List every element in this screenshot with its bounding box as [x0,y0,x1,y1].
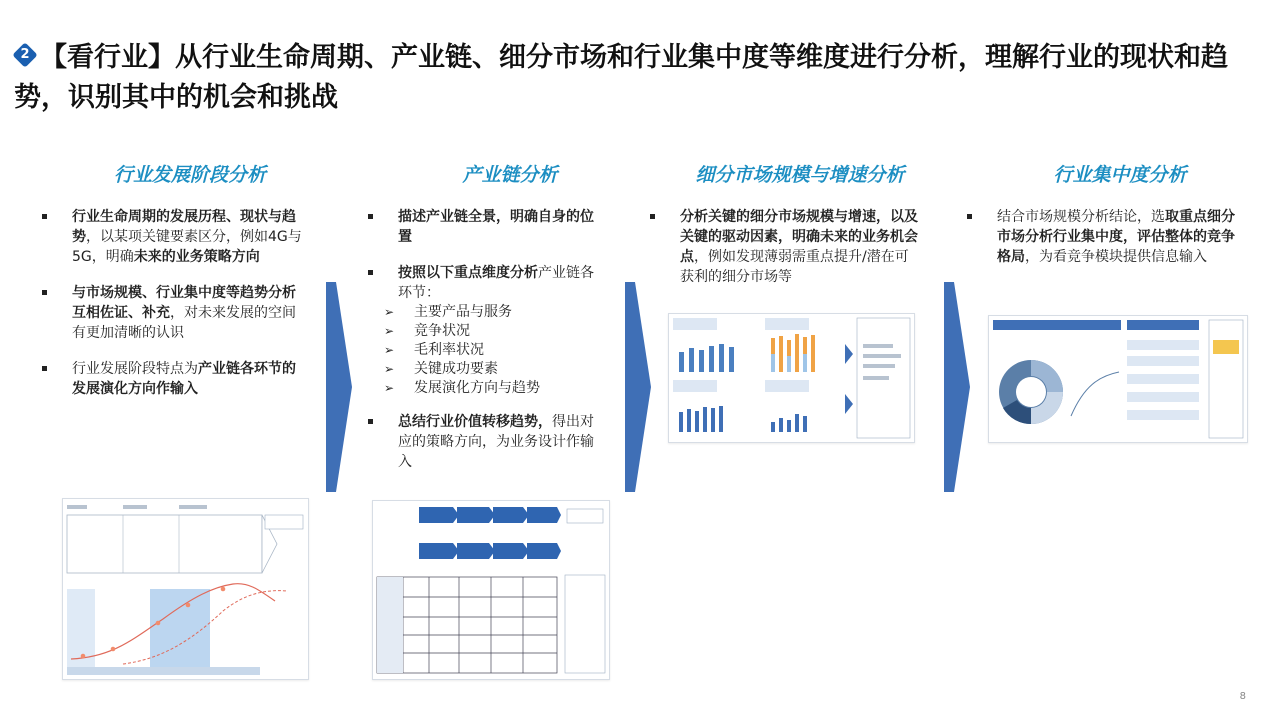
diamond-badge-icon [14,44,38,68]
bullets-industry-chain [366,207,596,488]
industry-chain-thumbnail [372,500,610,680]
concentration-thumbnail [988,315,1248,443]
bullet-item: 行业发展阶段特点为产业链各环节的发展演化方向作输入 [40,359,305,399]
title-text: 【看行业】从行业生命周期、产业链、细分市场和行业集中度等维度进行分析，理解行业的现状和趋势，识别其中的机会和挑战 [14,42,1228,113]
sub-list [366,303,596,398]
bullet-item: 描述产业链全景，明确自身的位置 [366,207,596,247]
sub-item: ➢ 主要产品与服务 [366,303,596,322]
sub-item: ➢ 毛利率状况 [366,341,596,360]
heading-industry-chain: 产业链分析 [462,164,558,186]
bullet-item: 分析关键的细分市场规模与增速，以及关键的驱动因素，明确未来的业务机会点，例如发现薄弱需重点提升/潜在可获利的细分市场等 [648,207,920,287]
heading-segment-market: 细分市场规模与增速分析 [695,164,905,186]
chevron-arrow-icon [944,282,970,492]
bullet-item: 按照以下重点维度分析产业链各环节： ➢ 主要产品与服务 ➢ 竞争状况 ➢ 毛利率状况 ➢ 关键成功要素 ➢ 发展演化方向与趋势 [366,263,596,398]
sub-item: ➢ 关键成功要素 [366,360,596,379]
heading-concentration: 行业集中度分析 [1053,164,1187,186]
sub-item: ➢ 发展演化方向与趋势 [366,379,596,398]
bullets-industry-stage [40,207,305,415]
bullets-segment-market [648,207,920,303]
badge-number: 2 [20,47,30,62]
page-title [14,38,1264,118]
bullets-concentration [965,207,1235,283]
chevron-arrow-icon [625,282,651,492]
lifecycle-thumbnail [62,498,309,680]
chevron-arrow-icon [326,282,352,492]
bullet-item: 结合市场规模分析结论，选取重点细分市场分析行业集中度，评估整体的竞争格局，为看竞争模块提供信息输入 [965,207,1235,267]
segment-market-thumbnail [668,313,915,443]
page-number: 8 [1239,691,1246,702]
heading-industry-stage: 行业发展阶段分析 [113,164,266,186]
bullet-item: 行业生命周期的发展历程、现状与趋势，以某项关键要素区分，例如4G与5G，明确未来的业务策略方向 [40,207,305,267]
sub-item: ➢ 竞争状况 [366,322,596,341]
bullet-item: 与市场规模、行业集中度等趋势分析互相佐证、补充，对未来发展的空间有更加清晰的认识 [40,283,305,343]
bullet-item: 总结行业价值转移趋势，得出对应的策略方向，为业务设计作输入 [366,412,596,472]
